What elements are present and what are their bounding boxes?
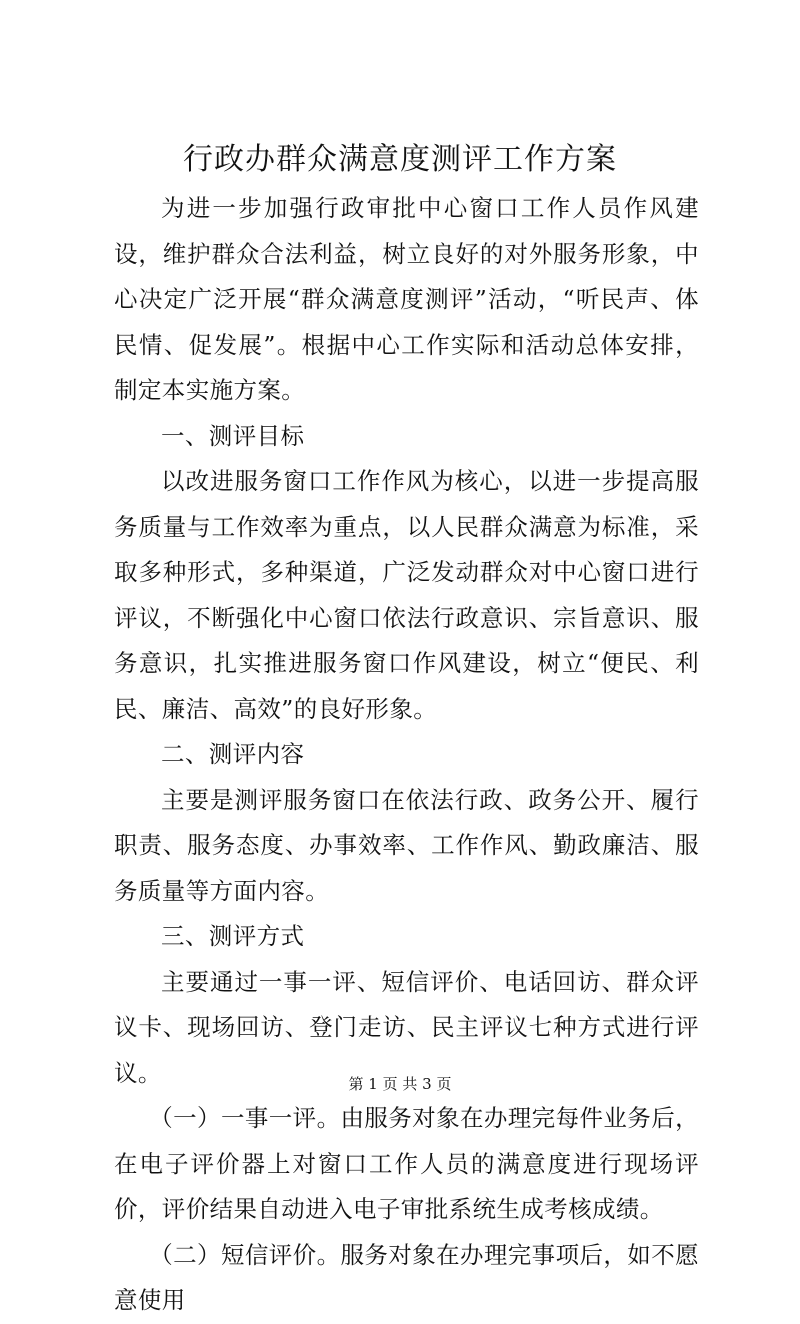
- content-paragraph: 主要是测评服务窗口在依法行政、政务公开、履行职责、服务态度、办事效率、工作作风、勤政廉洁、服务质量等方面内容。: [114, 785, 699, 905]
- method-item-two: （二）短信评价。服务对象在办理完事项后，如不愿意使用: [114, 1240, 699, 1314]
- methods-paragraph: 主要通过一事一评、短信评价、电话回访、群众评议卡、现场回访、登门走访、民主评议七种方式进行评议。: [114, 967, 699, 1087]
- section-heading-goals: 一、测评目标: [161, 421, 305, 450]
- document-title: 行政办群众满意度测评工作方案: [183, 142, 617, 177]
- goals-paragraph: 以改进服务窗口工作作风为核心，以进一步提高服务质量与工作效率为重点，以人民群众满意为标准，采取多种形式，多种渠道，广泛发动群众对中心窗口进行评议，不断强化中心窗口依法行政意识、宗旨意识、服务意识，扎实推进服务窗口作风建设，树立“便民、利民、廉洁、高效”的良好形象。: [114, 467, 699, 723]
- intro-paragraph: 为进一步加强行政审批中心窗口工作人员作风建设，维护群众合法利益，树立良好的对外服务形象，中心决定广泛开展“群众满意度测评”活动，“听民声、体民情、促发展”。根据中心工作实际和活动总体安排，制定本实施方案。: [114, 194, 699, 404]
- method-item-one: （一）一事一评。由服务对象在办理完每件业务后，在电子评价器上对窗口工作人员的满意度进行现场评价，评价结果自动进入电子审批系统生成考核成绩。: [114, 1104, 699, 1223]
- document-body: [114, 186, 699, 1324]
- section-heading-content: 二、测评内容: [161, 740, 305, 768]
- section-heading-methods: 三、测评方式: [161, 922, 305, 950]
- page-footer: 第 1 页 共 3 页: [348, 1075, 452, 1093]
